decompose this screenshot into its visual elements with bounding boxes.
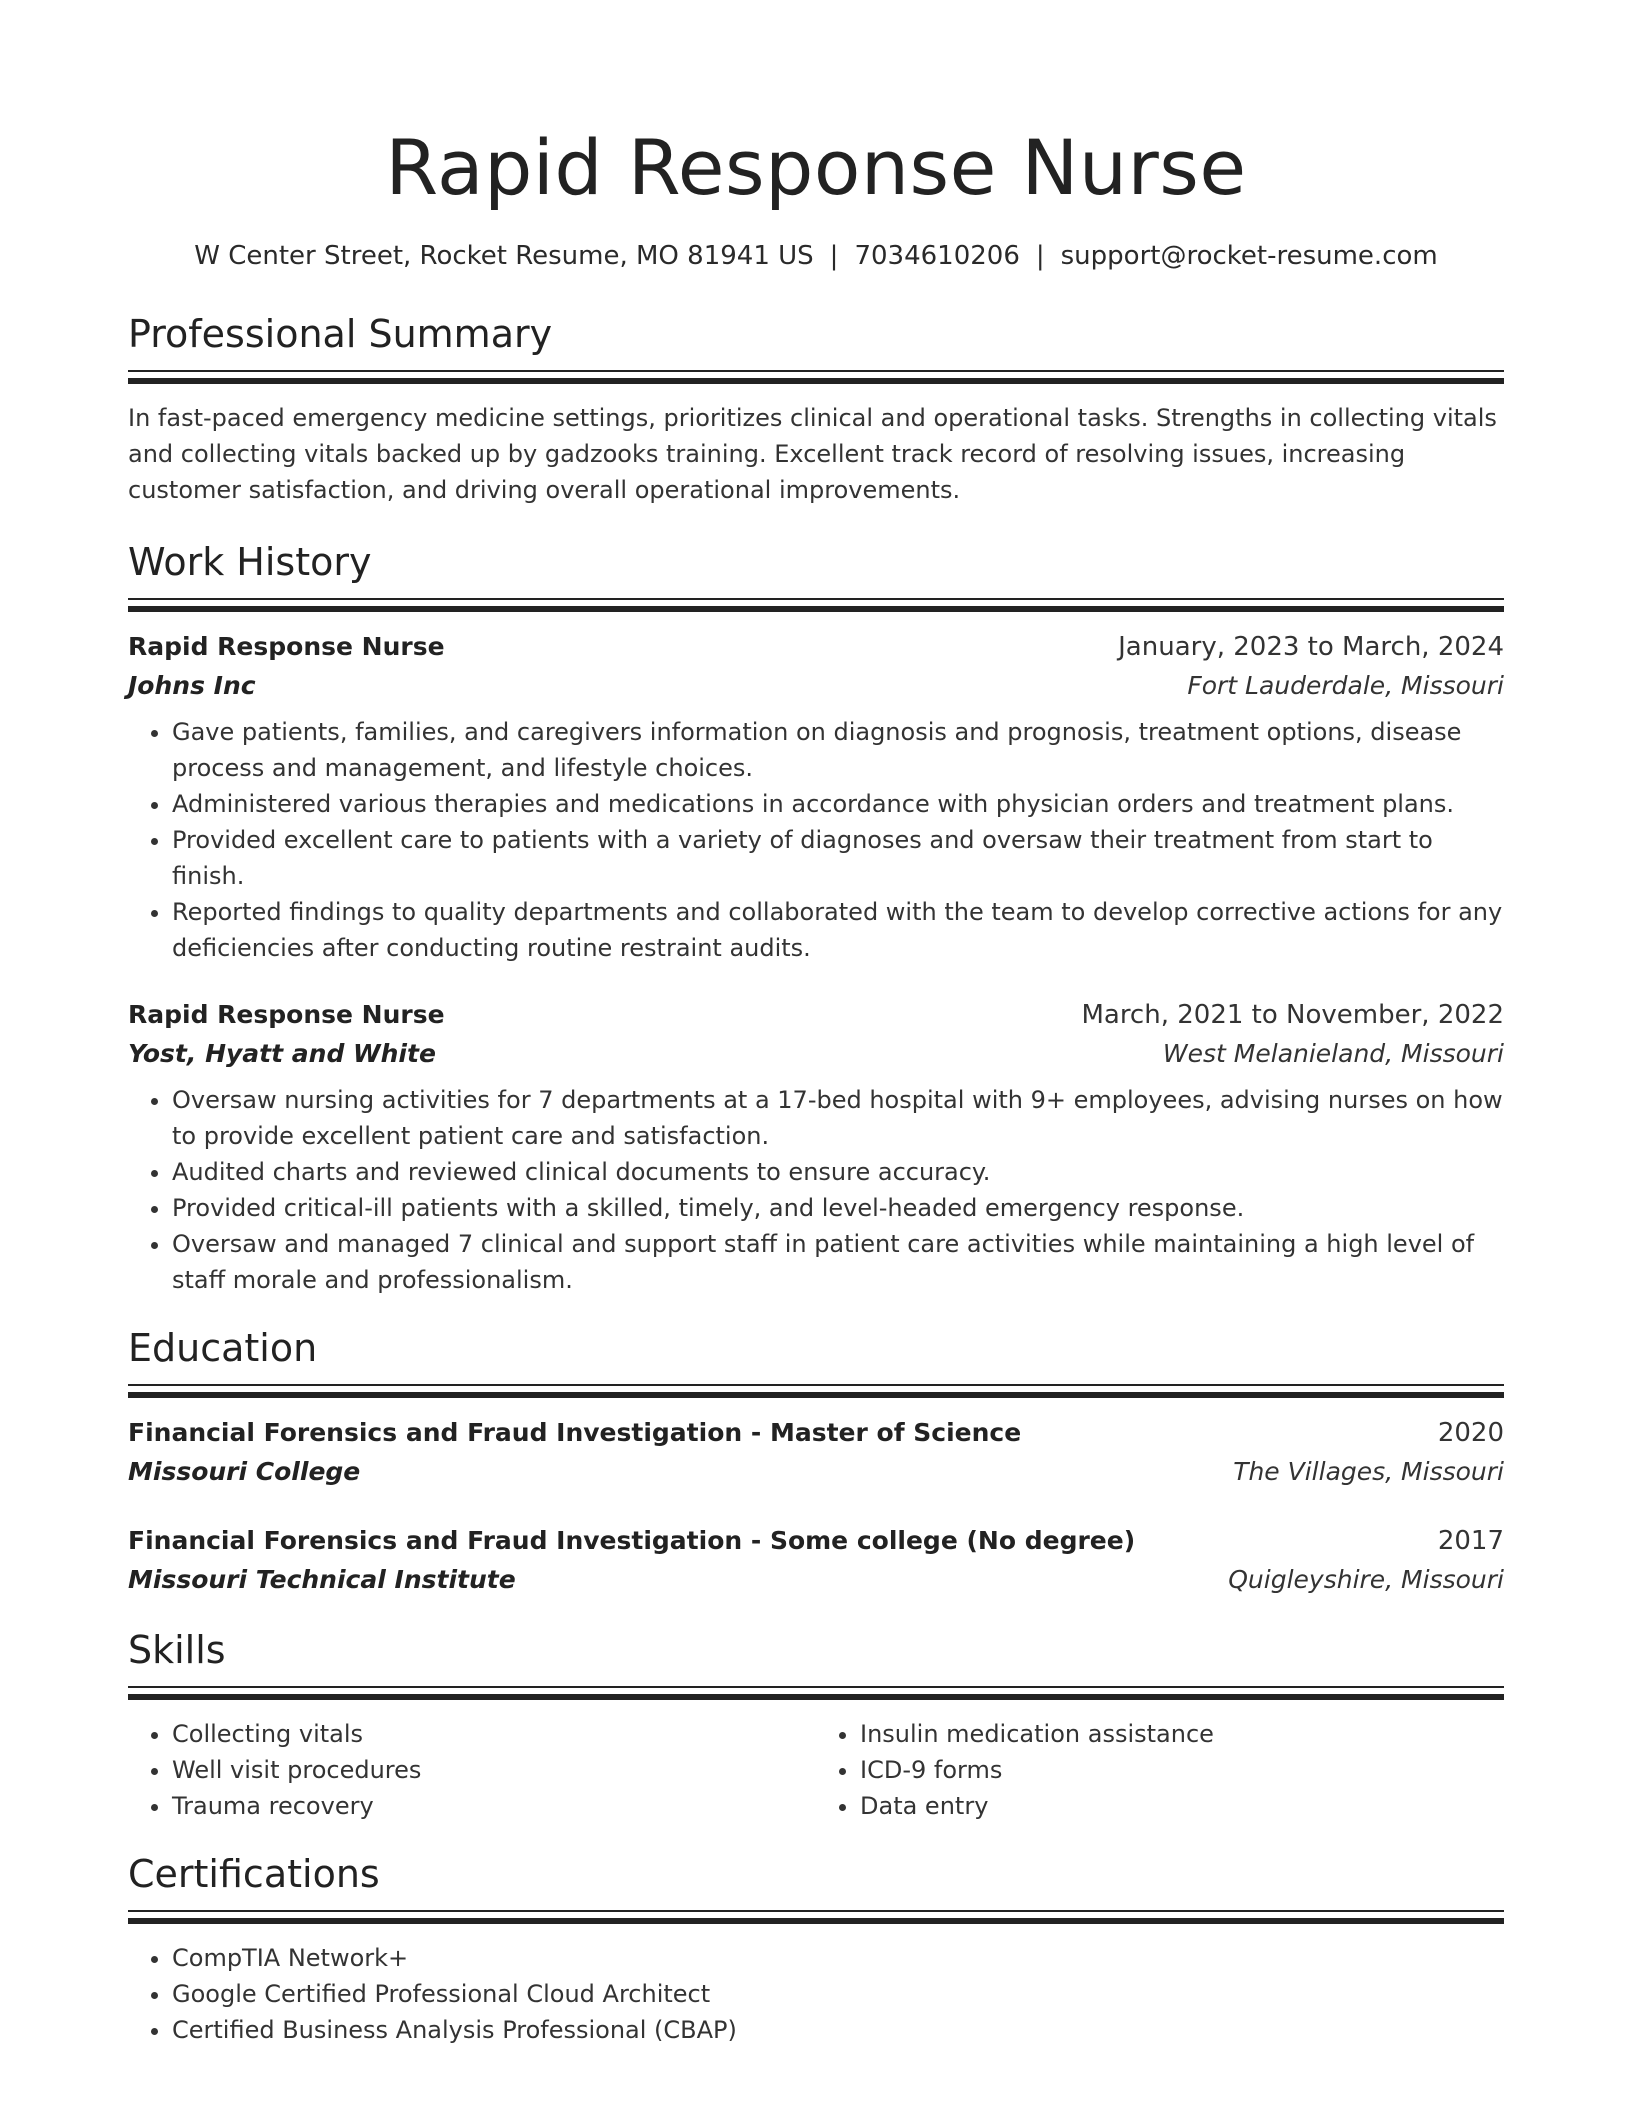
job-entry [128,628,1504,966]
phone: 7034610206 [854,241,1020,271]
job-title: Rapid Response Nurse [128,632,445,661]
section-divider [128,1384,1504,1398]
job-dates: March, 2021 to November, 2022 [1081,1000,1504,1030]
section-divider [128,1910,1504,1924]
school-location: Quigleyshire, Missouri [1228,1565,1504,1594]
degree: Financial Forensics and Fraud Investigation - Master of Science [128,1418,1022,1447]
company-name: Yost, Hyatt and White [128,1039,436,1068]
education-entry [128,1522,1504,1600]
summary-text: In fast-paced emergency medicine settings, prioritizes clinical and operational tasks. Strengths in collecting vitals and collecting vitals backed up by gadzooks training. Excellent track record of resolving issues, increasing customer satisfaction, and driving overall operational improvements. [128,404,1497,504]
skill-item: • Well visit procedures [172,1752,816,1788]
job-entry [128,996,1504,1298]
resume-page [128,0,1504,2048]
school-name: Missouri Technical Institute [128,1565,516,1594]
degree: Financial Forensics and Fraud Investigation - Some college (No degree) [128,1526,1136,1555]
graduation-year: 2017 [1437,1526,1504,1556]
education-entry [128,1414,1504,1492]
certification-item: • CompTIA Network+ [172,1940,1504,1976]
job-bullets [128,1082,1504,1298]
separator: | [1035,241,1045,271]
certifications-section [128,1850,1504,2048]
section-title: Work History [128,540,372,584]
email-link[interactable]: support@rocket-resume.com [1060,241,1438,271]
certification-item: • Certified Business Analysis Professional (CBAP) [172,2012,1504,2048]
skills-list-right [816,1716,1504,1824]
candidate-name: Rapid Response Nurse [385,123,1247,212]
separator: | [829,241,839,271]
job-title: Rapid Response Nurse [128,1000,445,1029]
work-history-section [128,538,1504,1298]
certification-item: • Google Certified Professional Cloud Architect [172,1976,1504,2012]
section-title: Certifications [128,1852,380,1896]
job-location: Fort Lauderdale, Missouri [1187,671,1504,700]
section-divider [128,1686,1504,1700]
skill-item: • Collecting vitals [172,1716,816,1752]
list-item: • Audited charts and reviewed clinical documents to ensure accuracy. [172,1154,1504,1190]
section-title: Education [128,1326,318,1370]
job-location: West Melanieland, Missouri [1162,1039,1504,1068]
section-divider [128,370,1504,384]
job-dates: January, 2023 to March, 2024 [1118,632,1504,662]
list-item: • Reported findings to quality departments and collaborated with the team to develop corrective actions for any deficiencies after conducting routine restraint audits. [172,894,1504,966]
section-divider [128,598,1504,612]
graduation-year: 2020 [1437,1418,1504,1448]
list-item: • Gave patients, families, and caregivers information on diagnosis and prognosis, treatment options, disease process and management, and lifestyle choices. [172,714,1504,786]
skills-list-left [128,1716,816,1824]
skill-item: • Trauma recovery [172,1788,816,1824]
list-item: • Provided excellent care to patients with a variety of diagnoses and oversaw their treatment from start to finish. [172,822,1504,894]
skill-item: • Insulin medication assistance [860,1716,1504,1752]
section-title: Skills [128,1628,226,1672]
skills-section [128,1626,1504,1824]
certifications-list [128,1940,1504,2048]
list-item: • Administered various therapies and medications in accordance with physician orders and treatment plans. [172,786,1504,822]
list-item: • Provided critical-ill patients with a skilled, timely, and level-headed emergency response. [172,1190,1504,1226]
summary-section [128,310,1504,508]
school-name: Missouri College [128,1457,361,1486]
skill-item: • ICD-9 forms [860,1752,1504,1788]
school-location: The Villages, Missouri [1233,1457,1504,1486]
contact-line [128,238,1504,274]
job-bullets [128,714,1504,966]
education-section [128,1324,1504,1600]
skill-item: • Data entry [860,1788,1504,1824]
section-title: Professional Summary [128,312,553,356]
company-name: Johns Inc [128,671,256,700]
address: W Center Street, Rocket Resume, MO 81941 US [194,241,814,271]
skills-columns [128,1716,1504,1824]
list-item: • Oversaw nursing activities for 7 departments at a 17-bed hospital with 9+ employees, advising nurses on how to provide excellent patient care and satisfaction. [172,1082,1504,1154]
list-item: • Oversaw and managed 7 clinical and support staff in patient care activities while maintaining a high level of staff morale and professionalism. [172,1226,1504,1298]
